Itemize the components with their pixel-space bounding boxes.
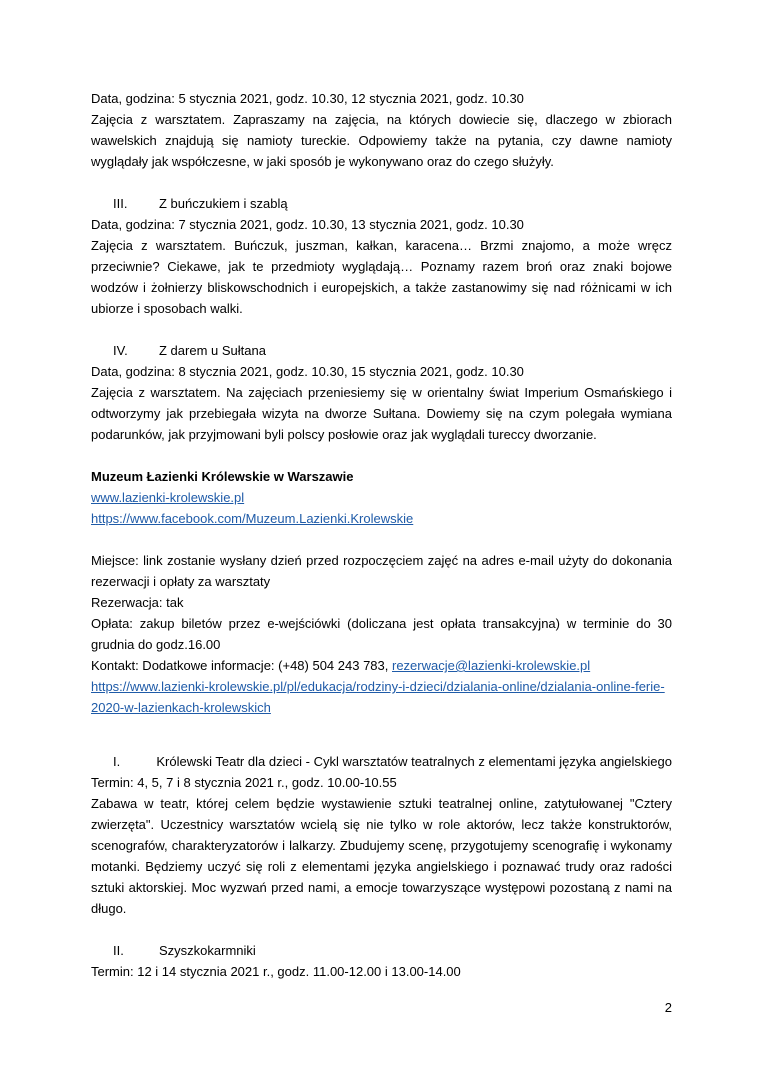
- page-number: 2: [664, 1000, 672, 1015]
- document-body: [91, 88, 672, 982]
- term-line: Termin: 4, 5, 7 i 8 stycznia 2021 r., godz. 10.00-10.55: [91, 775, 397, 790]
- section-heading-iv: [91, 340, 672, 361]
- section-title: Szyszkokarmniki: [159, 943, 256, 958]
- section-title: Królewski Teatr dla dzieci - Cykl warsztatów teatralnych z elementami języka angielskiego: [156, 754, 672, 769]
- section-description: Zabawa w teatr, której celem będzie wystawienie sztuki teatralnej online, zatytułowanej "Cztery zwierzęta". Uczestnicy warsztatów wcielą się nie tylko w role aktorów, lecz także konstruktorów, scenografów, charakteryzatorów i lalkarzy. Zbudujemy scenę, przygotujemy scenografię i wykonamy motanki. Będziemy uczyć się roli z elementami języka angielskiego i poznawać trudy oraz radości sztuki aktorskiej. Moc wyzwań przed nami, a emocje towarzyszące występowi pozostaną z nami na długo.: [91, 796, 672, 916]
- term-line: Termin: 12 i 14 stycznia 2021 r., godz. 11.00-12.00 i 13.00-14.00: [91, 964, 461, 979]
- section-title: Z darem u Sułtana: [159, 343, 266, 358]
- date-line: Data, godzina: 8 stycznia 2021, godz. 10.30, 15 stycznia 2021, godz. 10.30: [91, 364, 524, 379]
- museum-name: Muzeum Łazienki Królewskie w Warszawie: [91, 469, 354, 484]
- section-description: Zajęcia z warsztatem. Na zajęciach przeniesiemy się w orientalny świat Imperium Osmańskiego i odtworzymy jak przebiegała wizyta na dworze Sułtana. Dowiemy się na czym polegała wymiana podarunków, jak przyjmowani byli polscy posłowie oraz jak wyglądali tureccy dworzanie.: [91, 385, 672, 442]
- section-heading-iii: [91, 193, 672, 214]
- contact-email-link[interactable]: rezerwacje@lazienki-krolewskie.pl: [392, 658, 591, 673]
- date-line: Data, godzina: 5 stycznia 2021, godz. 10.30, 12 stycznia 2021, godz. 10.30: [91, 91, 524, 106]
- section-number: IV.: [113, 343, 128, 358]
- section-heading-i: [91, 751, 672, 772]
- program-link[interactable]: https://www.lazienki-krolewskie.pl/pl/edukacja/rodziny-i-dzieci/dzialania-online/dzialania-online-ferie-2020-w-lazienkach-krolewskich: [91, 679, 665, 715]
- museum-facebook-link[interactable]: https://www.facebook.com/Muzeum.Lazienki.Krolewskie: [91, 511, 414, 526]
- contact-text: Kontakt: Dodatkowe informacje: (+48) 504 243 783,: [91, 658, 392, 673]
- section-number: III.: [113, 196, 128, 211]
- section-description: Zajęcia z warsztatem. Zapraszamy na zajęcia, na których dowiecie się, dlaczego w zbiorach wawelskich znajdują się namioty tureckie. Odpowiemy także na pytania, czy dawne namioty wyglądały jak współczesne, w jaki sposób je wykonywano oraz do czego służyły.: [91, 112, 672, 169]
- fee-info: Opłata: zakup biletów przez e-wejściówki (doliczana jest opłata transakcyjna) w terminie do 30 grudnia do godz.16.00: [91, 616, 672, 652]
- section-number: II.: [113, 943, 124, 958]
- section-description: Zajęcia z warsztatem. Buńczuk, juszman, kałkan, karacena… Brzmi znajomo, a może wręcz przeciwnie? Ciekawe, jak te przedmioty wyglądają… Poznamy razem broń oraz znaki bojowe wodzów i żołnierzy bliskowschodnich i europejskich, a także zastanowimy się nad różnicami w ich ubiorze i sposobach walki.: [91, 238, 672, 316]
- date-line: Data, godzina: 7 stycznia 2021, godz. 10.30, 13 stycznia 2021, godz. 10.30: [91, 217, 524, 232]
- section-number: I.: [113, 754, 121, 769]
- museum-website-link[interactable]: www.lazienki-krolewskie.pl: [91, 490, 245, 505]
- section-heading-ii: [91, 940, 672, 961]
- section-title: Z buńczukiem i szablą: [159, 196, 288, 211]
- reservation-info: Rezerwacja: tak: [91, 595, 184, 610]
- contact-info: [91, 655, 672, 676]
- place-info: Miejsce: link zostanie wysłany dzień przed rozpoczęciem zajęć na adres e-mail użyty do dokonania rezerwacji i opłaty za warsztaty: [91, 553, 672, 589]
